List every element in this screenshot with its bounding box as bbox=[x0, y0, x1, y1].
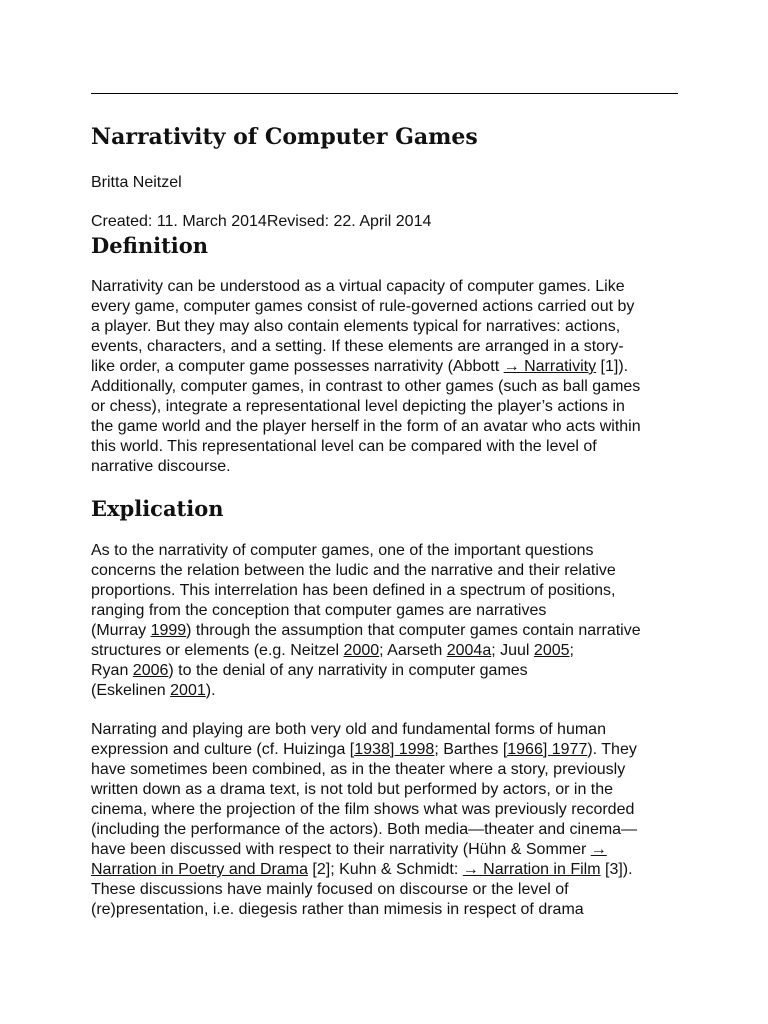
text-segment: structures or elements (e.g. Neitzel bbox=[91, 642, 344, 659]
text-segment: ). They bbox=[587, 741, 637, 758]
definition-heading: Definition bbox=[91, 233, 209, 258]
narration-poetry-drama-link[interactable]: Narration in Poetry and Drama bbox=[91, 861, 308, 878]
text-line bbox=[91, 740, 691, 760]
text-line: Narrativity can be understood as a virtual capacity of computer games. Like bbox=[91, 278, 625, 295]
text-line: cinema, where the projection of the film shows what was previously recorded bbox=[91, 801, 635, 818]
text-line: (re)presentation, i.e. diegesis rather than mimesis in respect of drama bbox=[91, 901, 584, 918]
text-segment: ; Juul bbox=[491, 642, 534, 659]
explication-paragraph-1 bbox=[91, 541, 691, 701]
text-line: proportions. This interrelation has been defined in a spectrum of positions, bbox=[91, 582, 616, 599]
citation-link[interactable]: 2005 bbox=[533, 642, 570, 659]
text-segment: like order, a computer game possesses narrativity (Abbott bbox=[91, 358, 504, 375]
text-line bbox=[91, 860, 691, 880]
top-divider bbox=[91, 93, 678, 94]
citation-link[interactable]: 2006 bbox=[132, 662, 169, 679]
text-segment: ; Aarseth bbox=[379, 642, 447, 659]
text-segment: [3]). bbox=[600, 861, 633, 878]
text-segment: Ryan bbox=[91, 662, 133, 679]
text-segment: ; Barthes bbox=[434, 741, 503, 758]
text-line: a player. But they may also contain elements typical for narratives: actions, bbox=[91, 318, 621, 335]
text-line: or chess), integrate a representational level depicting the player’s actions in bbox=[91, 398, 625, 415]
citation-link[interactable]: [1938] 1998 bbox=[349, 741, 435, 758]
text-segment: expression and culture (cf. Huizinga bbox=[91, 741, 350, 758]
narration-in-film-link[interactable]: → Narration in Film bbox=[462, 861, 601, 878]
citation-link[interactable]: 2001 bbox=[170, 682, 206, 699]
text-line bbox=[91, 681, 691, 701]
text-line: the game world and the player herself in the form of an avatar who acts within bbox=[91, 418, 641, 435]
text-line: Additionally, computer games, in contrast to other games (such as ball games bbox=[91, 378, 641, 395]
text-line: These discussions have mainly focused on discourse or the level of bbox=[91, 881, 569, 898]
text-segment: ) to the denial of any narrativity in computer games bbox=[168, 662, 528, 679]
text-line: events, characters, and a setting. If these elements are arranged in a story- bbox=[91, 338, 624, 355]
text-line: written down as a drama text, is not told but performed by actors, or in the bbox=[91, 781, 614, 798]
text-segment: [2]; Kuhn & Schmidt: bbox=[307, 861, 463, 878]
text-line bbox=[91, 621, 691, 641]
text-line: ranging from the conception that computer games are narratives bbox=[91, 602, 547, 619]
citation-link[interactable]: [1966] 1977 bbox=[502, 741, 588, 758]
text-segment: ). bbox=[205, 682, 216, 699]
explication-heading: Explication bbox=[91, 496, 224, 521]
text-line: narrative discourse. bbox=[91, 458, 231, 475]
text-line: have sometimes been combined, as in the theater where a story, previously bbox=[91, 761, 626, 778]
author-name: Britta Neitzel bbox=[91, 174, 182, 191]
text-segment: have been discussed with respect to their narrativity (Hühn & Sommer bbox=[91, 841, 591, 858]
text-segment: (Eskelinen bbox=[91, 682, 171, 699]
text-line: every game, computer games consist of rule-governed actions carried out by bbox=[91, 298, 635, 315]
text-segment: [1]). bbox=[596, 358, 629, 375]
revised-date: Revised: 22. April 2014 bbox=[266, 213, 432, 230]
text-line: this world. This representational level can be compared with the level of bbox=[91, 438, 597, 455]
explication-paragraph-2 bbox=[91, 720, 691, 920]
text-line: concerns the relation between the ludic and the narrative and their relative bbox=[91, 562, 616, 579]
date-info bbox=[91, 213, 431, 231]
citation-link[interactable]: 1999 bbox=[150, 622, 187, 639]
text-line bbox=[91, 840, 691, 860]
created-date: Created: 11. March 2014 bbox=[91, 213, 267, 230]
text-line bbox=[91, 661, 691, 681]
text-segment: ; bbox=[569, 642, 574, 659]
definition-paragraph bbox=[91, 277, 691, 477]
article-title: Narrativity of Computer Games bbox=[91, 124, 478, 150]
citation-link[interactable]: 2004a bbox=[446, 642, 492, 659]
text-line bbox=[91, 357, 691, 377]
citation-link[interactable]: 2000 bbox=[343, 642, 380, 659]
text-line: (including the performance of the actors). Both media—theater and cinema— bbox=[91, 821, 638, 838]
text-segment: ) through the assumption that computer games contain narrative bbox=[186, 622, 641, 639]
text-line bbox=[91, 641, 691, 661]
text-segment: (Murray bbox=[91, 622, 151, 639]
text-line: As to the narrativity of computer games, one of the important questions bbox=[91, 542, 594, 559]
narration-poetry-drama-link-arrow[interactable]: → bbox=[590, 841, 607, 858]
text-line: Narrating and playing are both very old and fundamental forms of human bbox=[91, 721, 606, 738]
narrativity-link[interactable]: → Narrativity bbox=[503, 358, 597, 375]
